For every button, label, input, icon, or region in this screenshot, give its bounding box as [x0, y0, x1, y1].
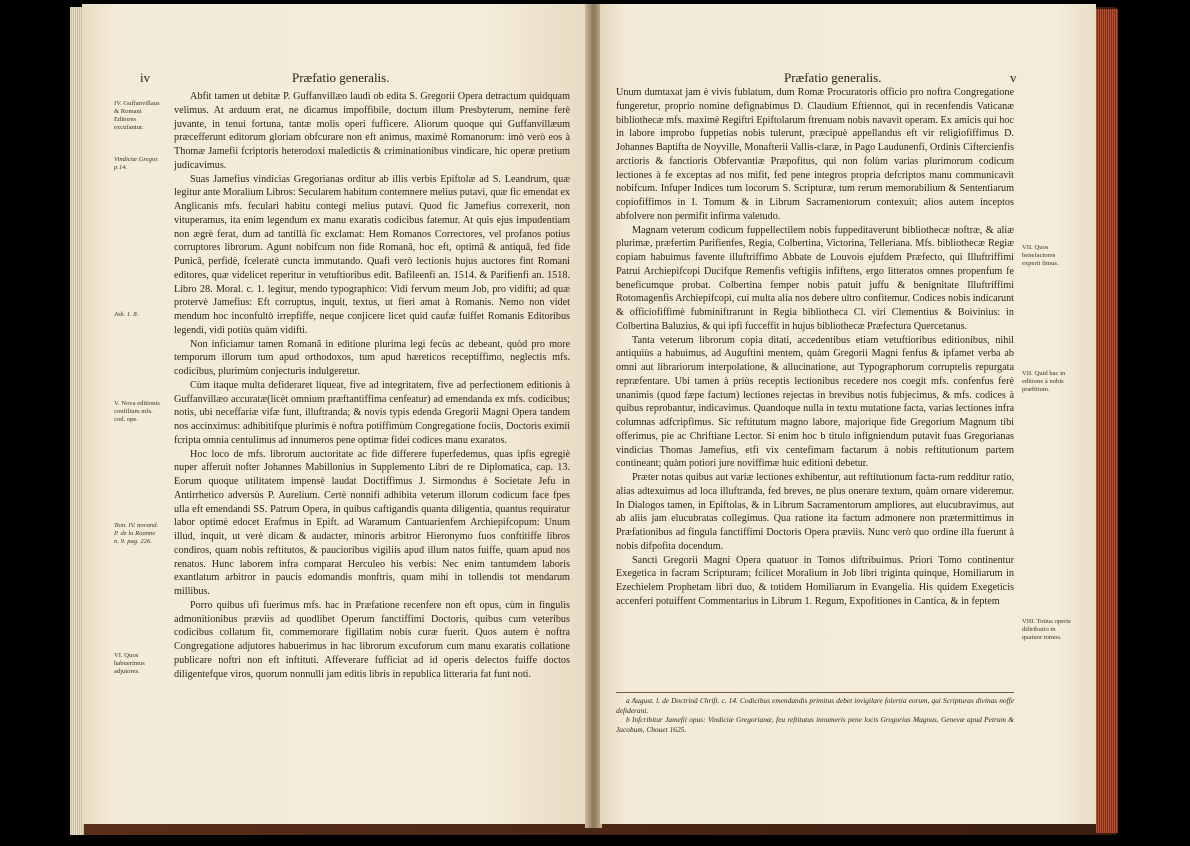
- footnote: a August. l. de Doctrinâ Chrift. c. 14. Codicibus emendandis primitus debet invigilare folertia eorum, qui Scripturas divinas noffe defiderant.: [616, 696, 1014, 715]
- right-page-edges: [1096, 9, 1118, 833]
- paragraph: Suas Jamefius vindicias Gregorianas orditur ab illis verbis Epiftolæ ad S. Leandrum, quæ legitur ante Moralium Libros: Secularem habitum contemnere melius putavi, quæ fic emendat ex Anglicanis mfs. feculari habitu contegi melius putavi. Quod fic Jamefius correxerit, non vituperamus, ita enim legendum ex manu exaratis codicibus fatemur. At quis ejus impudentiam non ægrè ferat, dum ad tantillà fic exclamat: Hem Romanos Correctores, vel profanos potius corruptores librorum. Agunt nobifcum non fide Romanâ, hoc eft, optimâ & antiquâ, fed fide Punicâ, perfidè, fceleratè cuncta immutando. Quafi verò lectionis hujus auctores fint Romani editores, quæ videlicet reperitur in vetuftioribus edit. Bafileenfi an. 1514. & Parifienfi an. 1518. Libro 28. Moral. c. 1. legitur, mendo typographico: Vidi fervum meum Job, pro vidifti; ad quæ protervè Jamefius: Eft corruptus, inquit, textus, ut fieri amat à Romanis. Nemo non videt mendum hoc inconfultò irrepfiffe, neque conjicere licet quid caufæ fuiffet Romanis Editoribus legendi, vidi potiùs quàm vidifti.: [174, 173, 570, 336]
- footnote: b Infcribitur Jamefii opus: Vindiciæ Gregorianæ, feu reftitutus innumeris pene locis Gregorius Magnus, Genevæ apud Petrum & Jacobum, Chouet 1625.: [616, 715, 1014, 734]
- paragraph: Magnam veterum codicum fuppellectilem nobis fuppeditaverunt bibliothecæ noftræ, & aliæ plurimæ, præfertim Parifienfes, Regia, Colbertina, Victorina, Telleriana. Mfs. bibliothecæ Regiæ copiam habuimus favente illuftriffimo Abbate de Louvois ejufdem Præfecto, qui Illuftriffimi Patrui Archiepifcopi Ducifque Remenfis veftigiis infiftens, ergo litteratos omnes propenfum fe beneficumque probat. Colbertina femper nobis patuit juffu & benignitate Illuftriffimi Rotomagenfis Archiepifcopi, cui multa alia nos debere ultro confitemur. Codices nobis indicarunt & officiofiffimè fubminiftrarunt in Regia bibliotheca Cl. viri Clementius & Boivinius: in Colbertina Baluzius, & qui ipfi fucceffit in hujus bibliothecæ Præfectura Quercetanus.: [616, 224, 1014, 332]
- margin-note: VI. Quos habuerimus adjutores.: [114, 652, 145, 675]
- margin-note: VII. Quos benefactores experti fimus.: [1022, 244, 1059, 267]
- paragraph: Cùm itaque multa defideraret liqueat, five ad integritatem, five ad perfectionem editionis à Guffanvillæo accuratæ(licèt omnium præftantiffima cenfeatur) ad emendanda ex mfs. codicibus; notis, ubi neceffariæ vifæ funt, illuftranda; & novis typis edenda Gregorii Magni Opera tandem nos accinximus: adhibitifque plurimis è noftra potiffimùm Congregatione fociis, Doctoris eximii fcripta omnia centulimus ad innumeros pene optimæ fidei codices manu exaratos.: [174, 379, 570, 446]
- paragraph: Præter notas quibus aut variæ lectiones exhibentur, aut reftitutionum facta-rum redditur ratio, alias adtexuimus ad loca illuftranda, fed breves, ne plus onerare textum, quàm ornare videremur. In Dialogos tamen, in Epiftolas, & in Librum Sacramentorum ampliores, aut elucubravimus, aut ab aliis jam elucubratas collegimus. Qua ratione ita factum admonere non prætermittimus in Præfationibus ad fingula fanctiffimi Doctoris Opera præviis. Nunc verò quo ordine illa fuerunt à nobis difpofita docendum.: [616, 472, 1014, 552]
- margin-note: V. Nova editionis confilium mfs. cod. ope.: [114, 400, 160, 423]
- right-page-number: v: [1010, 70, 1017, 85]
- paragraph: Porro quibus ufi fuerimus mfs. hac in Præfatione recenfere non eft opus, cùm in fingulis admonitionibus præviis ad quodlibet Operum fanctiffimi Doctoris, quibus cum veteribus codicibus collatum fit, commemorare figillatim nobis curæ fuerit. Quos autem è noftra Congregatione adjutores habuerimus in hac librorum excuforum cum manu exaratis collatione publicare noftri non eft inftituti. Affeverare fufficiat ad id operis delectos fuiffe doctos diligentefque viros, quorum nonnulli jam editis libris in republica litteraria fat funt noti.: [174, 599, 570, 680]
- margin-note: Tom. IV. novand. P. de la Roanne n. 9. pag. 226.: [114, 522, 159, 545]
- paragraph: Hoc loco de mfs. librorum auctoritate ac fide differere fuperfedemus, quas ipfis egregiè nuper afferuit nofter Johannes Mabillonius in Supplemento Libri de re Diplomatica, cap. 13. Eorum quoque utilitatem impensè laudat Doctiffimus J. Sirmondus è Societate Jefu in Antirrhetico adversùs P. Aurelium. Certè nonnifi adhibita veterum illorum codicum face fpes ulla eft emendandi SS. Patrum Opera, in quibus caftigandis quanta diligentia, quantus requiratur labor optimè edocet Erafmus in Epift. ad Waramum Cantuarienfem Archiepifcopum: Unum illud, inquit, ut verè dicam & audacter, minoris arbitror Hieronymo fuos conftitiffe libros condiros, quam nobis reftitutos, & paucioribus vigiliis apud illum natos fuiffe, quam apud nos renatos. Hunc laborem infra comparat Herculeo his verbis: Nec enim tantumdem laboris exantlatum arbitror in paucis edomandis monftris, quam mihi in tollendis tot mendarum millibus.: [174, 448, 570, 597]
- margin-note: IV. Guffanvillaus & Romani Editores excufantur.: [114, 100, 160, 131]
- right-page: [600, 4, 1096, 824]
- paragraph: Abfit tamen ut debitæ P. Guffanvillæo laudi ob edita S. Gregorii Opera detractum quidquam velimus. At arduum erat, ne dicamus impoffibile, doctum illum Presbyterum, nemine ferè juvante, in tenui fortuna, tantæ molis operi fufficere. Aliorum quoque qui Guffanvillæum præcefferunt editorum gloriam obfcurare non eft animus, maximè Romanorum: imò verò eos à Thomæ Jamefii fcriptoris heterodoxi maledictis & criminationibus vindicare, hic operæ pretium judicavimus.: [174, 91, 570, 171]
- left-page-number: iv: [140, 70, 151, 85]
- left-running-head: Præfatio generalis.: [292, 70, 390, 85]
- margin-note: VII. Quid hac in editione à nobis præftitum.: [1022, 370, 1066, 393]
- paragraph: Non inficiamur tamen Romanâ in editione plurima legi fecùs ac debeant, quòd pro more temporum illorum tum apud orthodoxos, tum apud hæreticos receptiffimo, neglectis mfs. codicibus, plurimùm conjecturis indulgeretur.: [174, 338, 570, 377]
- paragraph: Tanta veterum librorum copia ditati, accedentibus etiam vetuftioribus editionibus, nihil antiquiùs a habuimus, ad Auguftini mentem, quàm Gregorii Magni fenfus & ipfamet verba ab omni aut librariorum interpolatione, & allucinatione, aut Typographorum corruptelis repurgata repræfentare. Ubi tamen à priùs receptis lectionibus recedere nos coegit mfs. confenfus ferè unanimis (quod fæpe factum) lectiones rejectas in brevibus notis fubjecimus, & mfs. codices à quibus reprobantur, indicavimus. Quandoque nulla in textu mutatione facta, varias lectiones infra columnas adfcripfimus. Sic reftitutum magno labore, majorique fide Gregorium Magnum tibi offerimus, pie ac Chriftiane Lector. Si enim hoc b titulo infigniendum putavit fuas Gregorianas vindicias Thomas Jamefius, etfi vix centefimam factarum à nobis reftitutionum partem contineant; quàm potiori jure noviffimæ huic editioni debetur.: [616, 334, 1014, 470]
- right-running-head: Præfatio generalis.: [784, 70, 882, 85]
- footnotes: [616, 696, 1014, 734]
- left-text-column: [174, 90, 570, 730]
- paragraph: Unum dumtaxat jam è vivis fublatum, dum Romæ Procuratoris officio pro noftra Congregatione fungeretur, proprio nomine defignabimus D. Claudium Eftiennot, qui in recenfendis Vaticanæ bibliothecæ mfs. maximè Regiftri Epiftolarum ftrenuam nobis navavit operam. Ex amicis qui hoc in labore improbo fuppetias nobis tulerunt, præcipuè appellandus eft vir religiofiffimus D. Johannes Baptifta de Noyville, Monafterii Vallis-claræ, in Pago Laudunenfi, Ordinis Ciftercienfis arctioris & fanctioris Obfervantiæ Præpofitus, qui non folùm varias plurimorum codicum lectiones à fe exceptas ad nos mifit, fed pene integros propria defcriptos manu communicavit nobifcum. Infuper Indices tum locorum S. Scripturæ, tum rerum memorabilium & Sententiarum copiofiffimos in I. Tomum & in Librum Sacramentorum contexuit; alios autem inceptos abfolvere non permifit infirma valetudo.: [616, 87, 1014, 222]
- margin-note: VIII. Totius operis diftributio in quatuor tomos.: [1022, 618, 1071, 641]
- footnote-rule: [616, 692, 1014, 693]
- margin-note: Vindiciæ Gregor. p.14.: [114, 156, 159, 171]
- left-page: [82, 4, 587, 824]
- margin-note: Job. 1. 8.: [114, 311, 139, 318]
- right-text-column: [616, 86, 1014, 690]
- paragraph: Sancti Gregorii Magni Opera quatuor in Tomos diftribuimus. Priori Tomo continentur Exegetica in facram Scripturam; fcilicet Moralium in Job libri triginta quinque, Homiliarum in Ezechielem Prophetam libri duo, & totidem Homiliarum in Evangelia. His quidem Exegeticis accenferi potuiffent Commentarius in Librum 1. Regum, Expofitiones in Cantica, & in feptem: [616, 554, 1014, 607]
